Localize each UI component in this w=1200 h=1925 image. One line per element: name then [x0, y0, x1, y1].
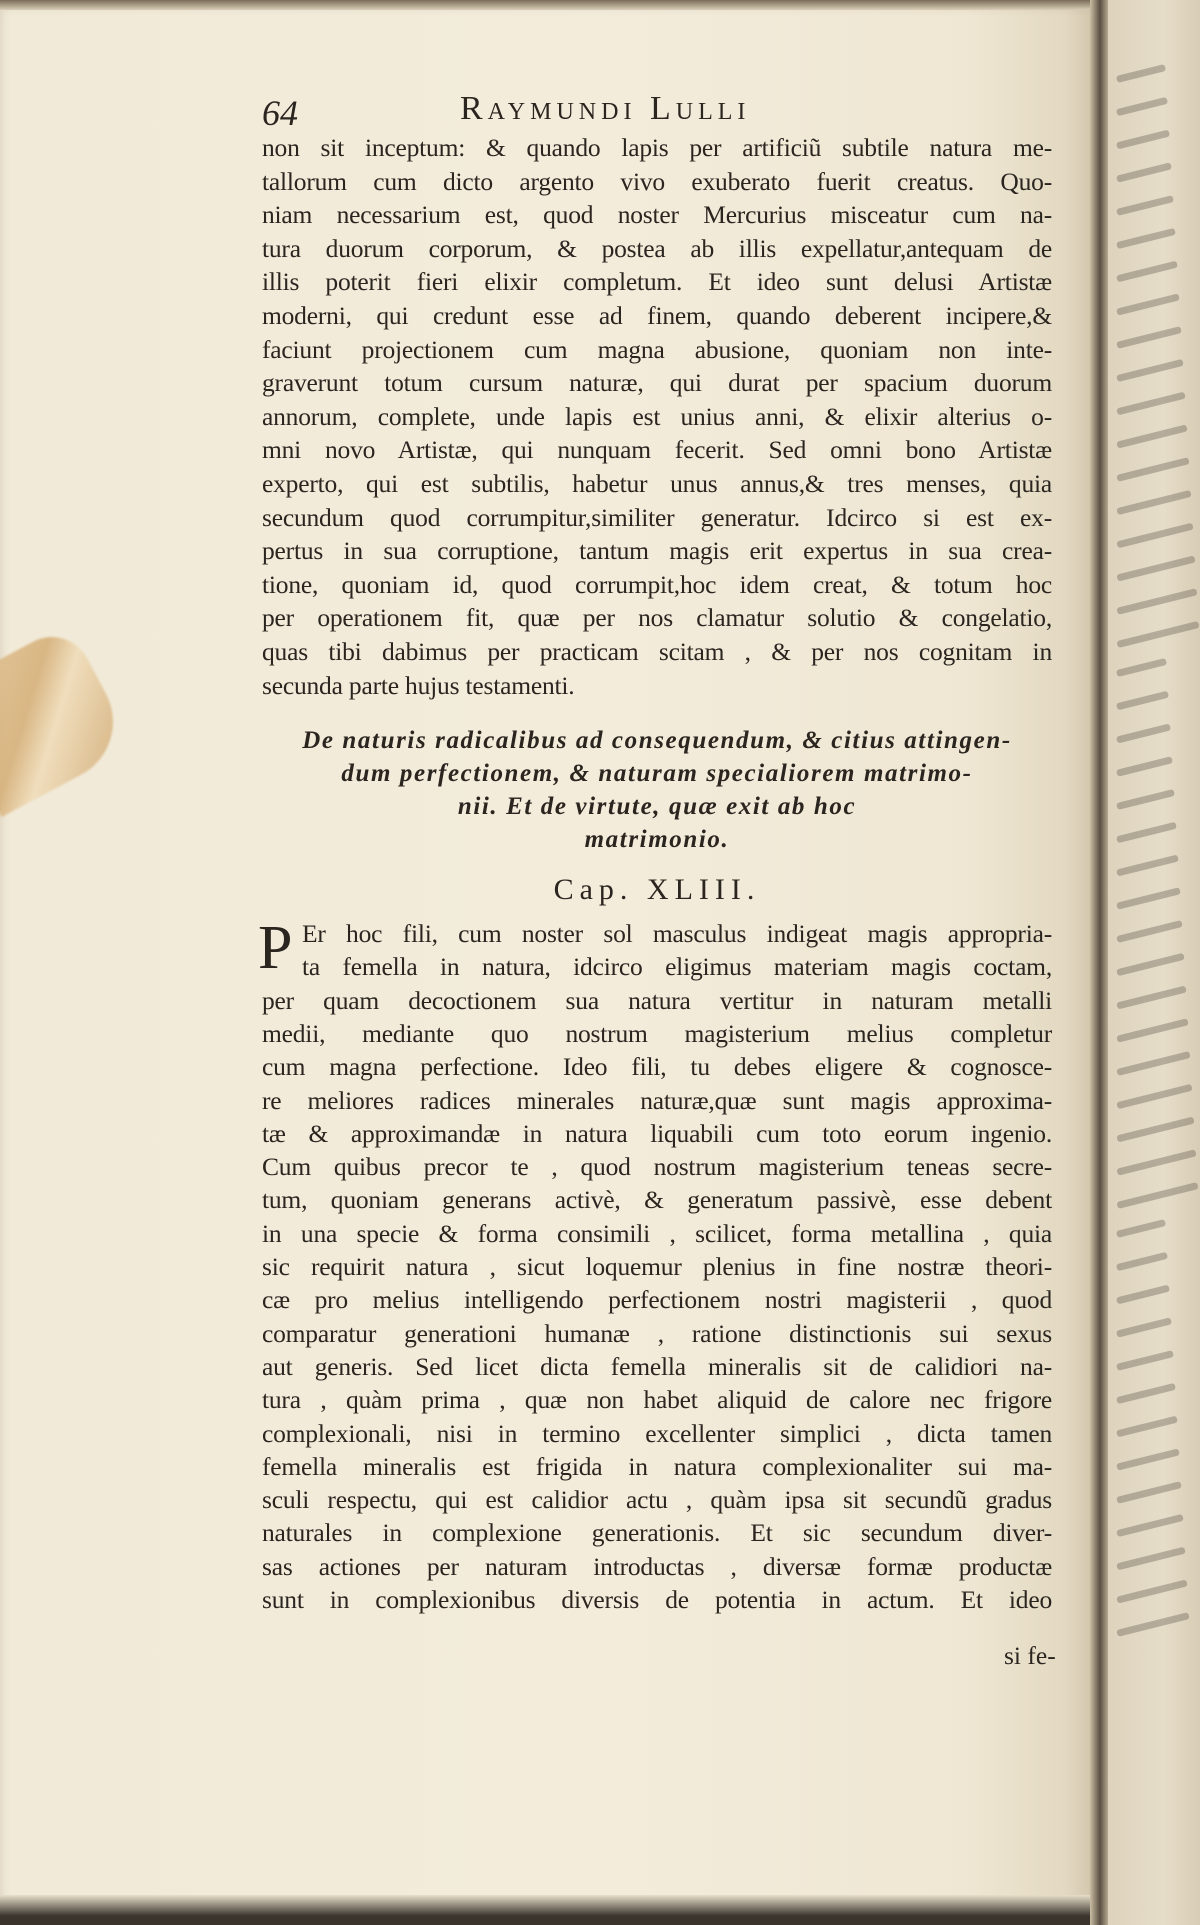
body-paragraph-2-line: tum, quoniam generans activè, & generatum passivè, esse debent: [262, 1185, 1052, 1215]
facing-page-text-line: [1116, 1514, 1184, 1537]
body-paragraph-1-line: non sit inceptum: & quando lapis per artificiũ subtile natura me-: [262, 133, 1052, 162]
body-paragraph-1-line: experto, qui est subtilis, habetur unus annus,& tres menses, quia: [262, 469, 1052, 498]
body-paragraph-1-line: secunda parte hujus testamenti.: [262, 670, 575, 700]
body-paragraph-2-line: tæ & approximandæ in natura liquabili cum toto eorum ingenio.: [262, 1118, 1052, 1148]
chapter-heading-line: nii. Et de virtute, quæ exit ab hoc: [457, 793, 857, 820]
body-paragraph-2-line: Er hoc fili, cum noster sol masculus indigeat magis appropria-: [302, 919, 1052, 948]
facing-page-text-line: [1116, 621, 1199, 648]
body-paragraph-2-line: sculi respectu, qui est calidior actu , quàm ipsa sit secundũ gradus: [262, 1485, 1052, 1515]
body-paragraph-1-line: secundum quod corrumpitur,similiter generatur. Idcirco si est ex-: [262, 502, 1052, 532]
body-paragraph-1-line: moderni, qui credunt esse ad finem, quando deberent incipere,&: [262, 301, 1052, 330]
facing-page-text-line: [1116, 457, 1189, 482]
facing-page-text-line: [1116, 1182, 1198, 1209]
body-paragraph-2-line: tura , quàm prima , quæ non habet aliquid de calore nec frigore: [262, 1385, 1052, 1415]
facing-page-text-line: [1116, 326, 1182, 349]
facing-page-text-line: [1116, 392, 1186, 416]
body-paragraph-2-line: comparatur generationi humanæ , ratione distinctionis sui sexus: [262, 1318, 1052, 1348]
paper-slip-bookmark: [0, 623, 134, 817]
facing-page-text-line: [1116, 1383, 1176, 1404]
body-paragraph-2-line: in una specie & forma consimili , scilicet, forma metallina , quia: [262, 1218, 1052, 1248]
facing-page-text-line: [1116, 195, 1174, 216]
body-paragraph-1-line: pertus in sua corruptione, tantum magis erit expertus in sua crea-: [262, 536, 1052, 566]
facing-page-text-line: [1116, 523, 1193, 549]
body-paragraph-1-line: niam necessarium est, quod noster Mercurius misceatur cum na-: [262, 200, 1052, 230]
body-paragraph-1-line: annorum, complete, unde lapis est unius anni, & elixir alterius o-: [262, 401, 1052, 431]
facing-page-text-line: [1116, 1579, 1188, 1603]
facing-page-text-line: [1116, 261, 1178, 283]
body-paragraph-2-line: cæ pro melius intelligendo perfectionem nostri magisterii , quod: [262, 1285, 1052, 1315]
body-paragraph-1-line: tallorum cum dicto argento vivo exuberato fuerit creatus. Quo-: [262, 166, 1052, 196]
facing-page-text-line: [1116, 97, 1168, 116]
facing-page-text-line: [1116, 986, 1187, 1010]
facing-page-text-line: [1116, 293, 1180, 315]
body-paragraph-1-line: tione, quoniam id, quod corrumpit,hoc idem creat, & totum hoc: [262, 569, 1052, 599]
page-bottom-edge: [0, 1895, 1098, 1925]
body-paragraph-2-line: cum magna perfectione. Ideo fili, tu debes eligere & cognosce-: [262, 1052, 1052, 1082]
body-paragraph-2-line: ta femella in natura, idcirco eligimus materiam magis coctam,: [302, 952, 1052, 982]
body-paragraph-1-line: faciunt projectionem cum magna abusione, quoniam non inte-: [262, 334, 1052, 364]
body-paragraph-1-line: quas tibi dabimus per practicam scitam , & per nos cognitam in: [262, 637, 1052, 666]
body-paragraph-2-line: sas actiones per naturam introductas , diversæ formæ productæ: [262, 1551, 1052, 1581]
body-paragraph-2-line: re meliores radices minerales naturæ,quæ sunt magis approxima-: [262, 1085, 1052, 1115]
drop-cap: P: [258, 914, 293, 982]
body-paragraph-1-line: per operationem fit, quæ per nos clamatur solutio & congelatio,: [262, 603, 1052, 633]
facing-page-text-line: [1116, 691, 1169, 711]
body-paragraph-1-line: illis poterit fieri elixir completum. Et ideo sunt delusi Artistæ: [262, 267, 1052, 297]
facing-page-text-line: [1116, 555, 1195, 581]
facing-page-text-line: [1116, 1547, 1186, 1571]
facing-page-text-line: [1116, 1117, 1194, 1143]
facing-page-text-line: [1116, 854, 1179, 876]
facing-page-text-line: [1116, 588, 1197, 615]
facing-page-text-line: [1116, 130, 1170, 150]
facing-page-text-line: [1116, 1285, 1170, 1305]
chapter-label: Cap. XLIII.: [553, 873, 761, 906]
body-paragraph-2-line: complexionali, nisi in termino excellenter simplici , dicta tamen: [262, 1418, 1052, 1448]
facing-page-text-line: [1116, 789, 1175, 810]
body-paragraph-2-line: naturales in complexione generationis. Et sic secundum diver-: [262, 1518, 1052, 1548]
page-number: 64: [262, 93, 298, 133]
facing-page-text-line: [1116, 64, 1166, 83]
facing-page-text-line: [1116, 1018, 1189, 1042]
body-paragraph-2-line: per quam decoctionem sua natura vertitur in naturam metalli: [262, 985, 1052, 1015]
facing-page-text-line: [1116, 756, 1173, 777]
facing-page-text-line: [1116, 1481, 1182, 1504]
facing-page-text-line: [1116, 1416, 1178, 1438]
body-paragraph-1-line: mni novo Artistæ, qui nunquam fecerit. Sed omni bono Artistæ: [262, 435, 1052, 465]
facing-page-text-line: [1116, 490, 1191, 515]
body-paragraph-2-line: Cum quibus precor te , quod nostrum magisterium teneas secre-: [262, 1152, 1052, 1182]
facing-page-text-line: [1116, 1051, 1190, 1076]
body-paragraph-1-line: graverunt totum cursum naturæ, qui durat per spacium duorum: [262, 368, 1052, 398]
facing-page-text-line: [1116, 1350, 1174, 1371]
facing-page-text-line: [1116, 1149, 1196, 1175]
facing-page-text-line: [1116, 228, 1176, 249]
body-paragraph-1-line: tura duorum corporum, & postea ab illis expellatur,antequam de: [262, 233, 1052, 263]
body-paragraph-2-line: sic requirit natura , sicut loquemur plenius in fine nostræ theori-: [262, 1252, 1052, 1281]
facing-page-text-line: [1116, 1219, 1166, 1238]
chapter-heading-line: matrimonio.: [584, 826, 730, 853]
facing-page-text-line: [1116, 1612, 1189, 1637]
facing-page-text-line: [1116, 1448, 1180, 1470]
page-top-edge: [0, 0, 1098, 10]
facing-page-text-line: [1116, 887, 1181, 910]
facing-page-text-line: [1116, 953, 1185, 976]
facing-page-text-line: [1116, 1084, 1192, 1109]
chapter-heading-line: De naturis radicalibus ad consequendum, & citius attingen-: [302, 727, 1012, 754]
body-paragraph-2-line: sunt in complexionibus diversis de potentia in actum. Et ideo: [262, 1585, 1052, 1614]
facing-page-text-line: [1116, 424, 1188, 448]
facing-page-text-line: [1116, 359, 1184, 382]
facing-page-text-line: [1116, 723, 1171, 743]
body-paragraph-2-line: femella mineralis est frigida in natura complexionaliter sui ma-: [262, 1451, 1052, 1481]
facing-page-text-line: [1116, 920, 1183, 943]
book-gutter: [1090, 0, 1110, 1925]
facing-page-text-line: [1116, 658, 1167, 677]
facing-page-text-line: [1116, 822, 1177, 844]
facing-page-text-line: [1116, 162, 1172, 182]
facing-page-edge: [1108, 0, 1200, 1925]
catchword: si fe-: [1004, 1641, 1056, 1670]
body-paragraph-2-line: aut generis. Sed licet dicta femella mineralis sit de calidiori na-: [262, 1351, 1052, 1381]
facing-page-text-line: [1116, 1252, 1168, 1271]
body-paragraph-2-line: medii, mediante quo nostrum magisterium melius completur: [262, 1018, 1052, 1048]
facing-page-text-line: [1116, 1317, 1172, 1337]
running-head: Raymundi Lulli: [460, 90, 751, 127]
chapter-heading-line: dum perfectionem, & naturam specialiorem matrimo-: [341, 760, 973, 787]
